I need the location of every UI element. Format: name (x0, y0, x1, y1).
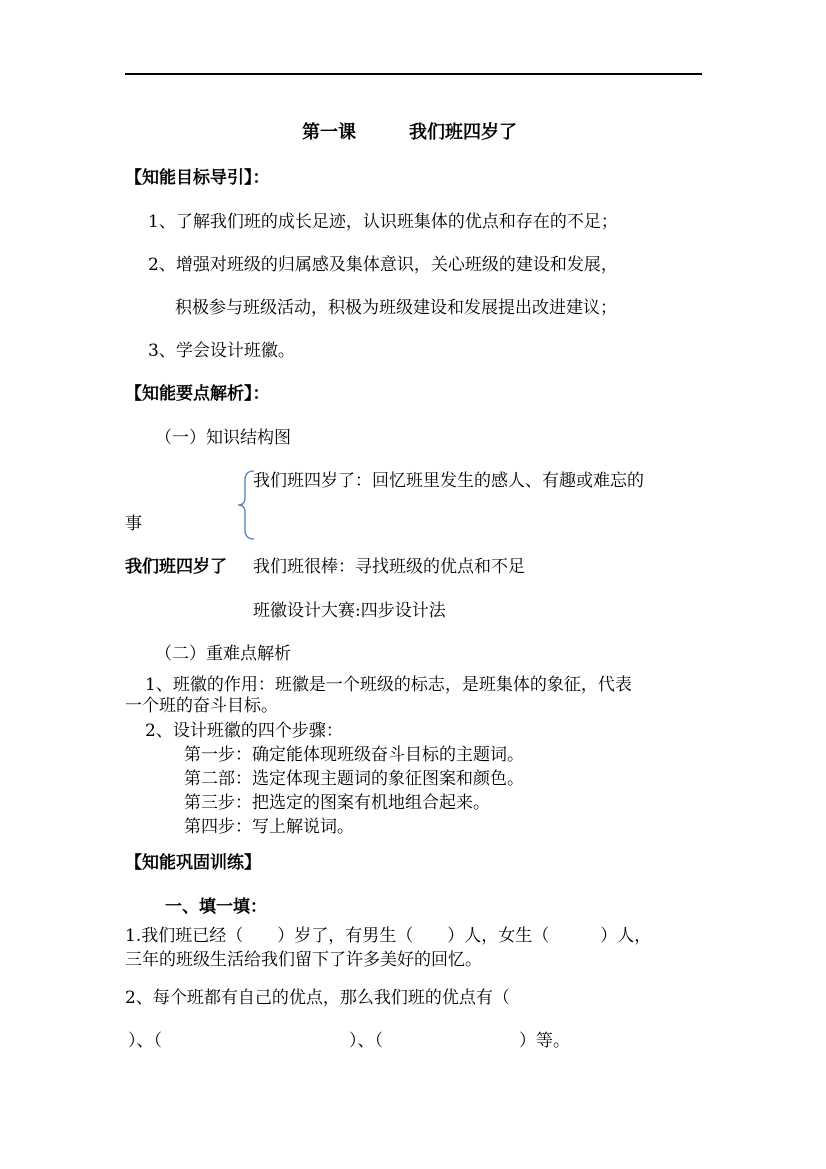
goal-item-3: 3、学会设计班徽。 (148, 341, 295, 361)
goal-item-1: 1、了解我们班的成长足迹，认识班集体的优点和存在的不足； (148, 212, 618, 232)
step-3: 第三步：把选定的图案有机地组合起来。 (184, 793, 490, 813)
goal-item-2: 2、增强对班级的归属感及集体意识，关心班级的建设和发展， (148, 255, 618, 275)
section-heading-practice: 【知能巩固训练】 (125, 853, 261, 873)
section-heading-goals: 【知能目标导引】： (125, 168, 270, 188)
structure-branch-1-cont: 事 (125, 514, 142, 534)
question-2: 2、每个班都有自己的优点，那么我们班的优点有（ (125, 988, 510, 1008)
subheading-fill-in: 一、填一填： (165, 897, 267, 917)
key-point-1-cont: 一个班的奋斗目标。 (125, 696, 278, 716)
question-1: 1.我们班已经（ ）岁了，有男生（ ）人，女生（ ）人， (125, 926, 652, 946)
section-heading-analysis: 【知能要点解析】： (125, 384, 270, 404)
step-2: 第二部：选定体现主题词的象征图案和颜色。 (184, 769, 524, 789)
structure-branch-2: 我们班很棒：寻找班级的优点和不足 (253, 557, 525, 577)
page-title: 我们班四岁了 (409, 122, 517, 143)
subheading-key-points: （二）重难点解析 (155, 644, 291, 664)
goal-item-2-cont: 积极参与班级活动，积极为班级建设和发展提出改进建议； (175, 298, 617, 318)
structure-branch-3: 班徽设计大赛:四步设计法 (253, 601, 446, 621)
key-point-2: 2、设计班徽的四个步骤： (145, 721, 343, 741)
lesson-number: 第一课 (302, 122, 356, 143)
step-4: 第四步：写上解说词。 (184, 817, 354, 837)
question-2-cont: ）、（ ）、（ ）等。 (128, 1031, 570, 1051)
structure-branch-1: 我们班四岁了：回忆班里发生的感人、有趣或难忘的 (253, 471, 644, 491)
subheading-structure: （一）知识结构图 (155, 428, 291, 448)
step-1: 第一步：确定能体现班级奋斗目标的主题词。 (184, 745, 524, 765)
structure-root: 我们班四岁了 (125, 557, 227, 577)
header-rule (125, 73, 702, 75)
key-point-1: 1、班徽的作用：班徽是一个班级的标志，是班集体的象征，代表 (145, 675, 632, 695)
question-1-cont: 三年的班级生活给我们留下了许多美好的回忆。 (125, 950, 482, 970)
